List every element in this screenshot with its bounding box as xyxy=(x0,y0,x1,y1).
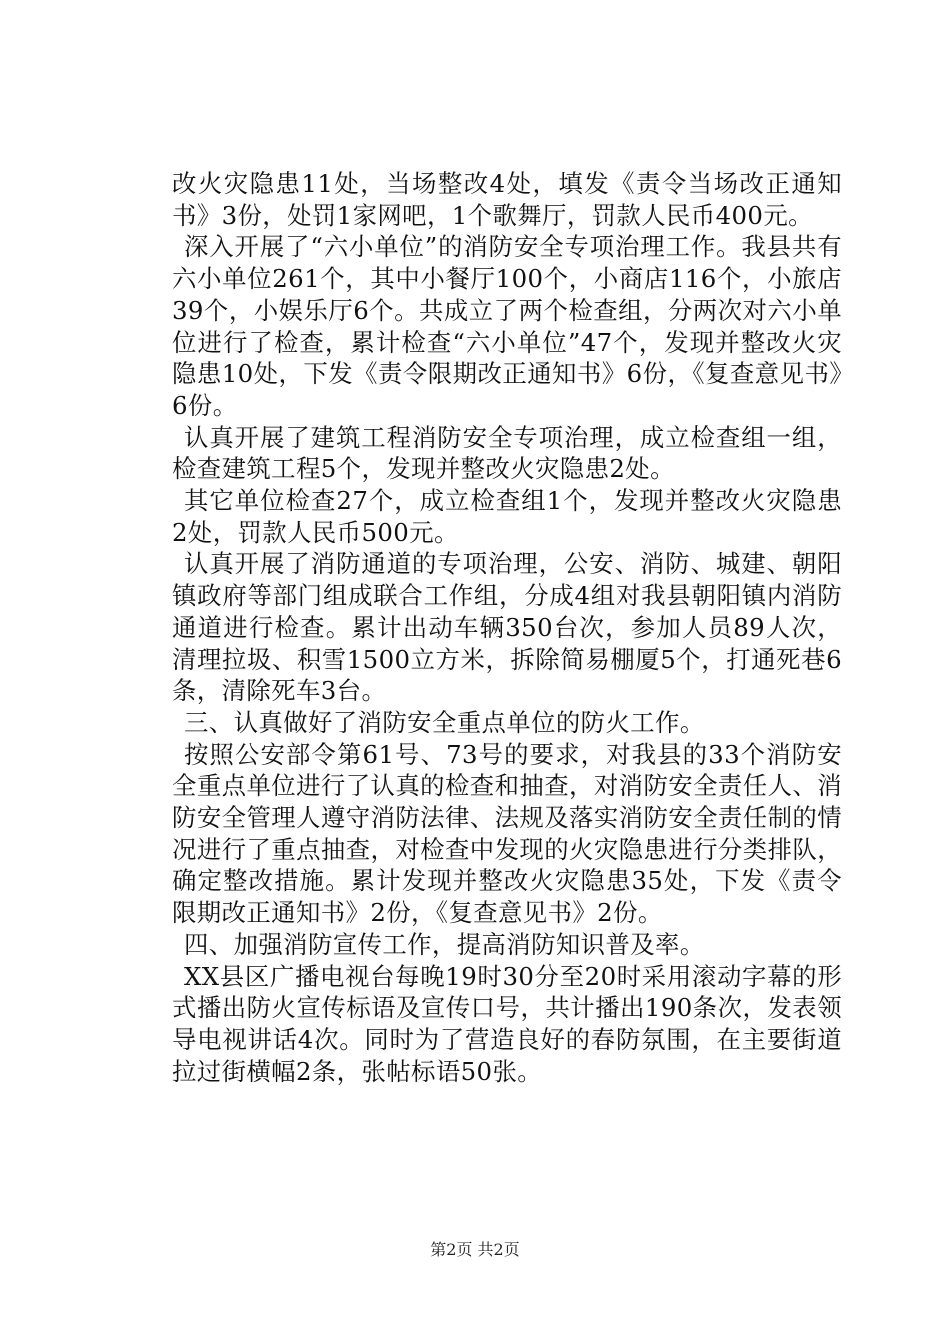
paragraph: 改火灾隐患11处，当场整改4处，填发《责令当场改正通知书》3份，处罚1家网吧，1个歌舞厅，罚款人民币400元。 xyxy=(172,169,842,230)
section-heading: 三、认真做好了消防安全重点单位的防火工作。 xyxy=(184,707,705,737)
page-number-footer: 第2页 共2页 xyxy=(430,1240,520,1259)
document-body xyxy=(172,168,842,1087)
paragraph: 按照公安部令第61号、73号的要求，对我县的33个消防安全重点单位进行了认真的检查和抽查，对消防安全责任人、消防安全管理人遵守消防法律、法规及落实消防安全责任制的情况进行了重点抽查，对检查中发现的火灾隐患进行分类排队，确定整改措施。累计发现并整改火灾隐患35处，下发《责令限期改正通知书》2份，《复查意见书》2份。 xyxy=(172,739,842,928)
paragraph: XX县区广播电视台每晚19时30分至20时采用滚动字幕的形式播出防火宣传标语及宣传口号，共计播出190条次，发表领导电视讲话4次。同时为了营造良好的春防氛围，在主要街道拉过街横幅2条，张帖标语50张。 xyxy=(172,961,842,1086)
paragraph: 认真开展了消防通道的专项治理，公安、消防、城建、朝阳镇政府等部门组成联合工作组，分成4组对我县朝阳镇内消防通道进行检查。累计出动车辆350台次，参加人员89人次，清理拉圾、积雪1500立方米，拆除简易棚厦5个，打通死巷6条，清除死车3台。 xyxy=(172,549,842,706)
section-heading: 四、加强消防宣传工作，提高消防知识普及率。 xyxy=(184,929,705,959)
paragraph: 认真开展了建筑工程消防安全专项治理，成立检查组一组，检查建筑工程5个，发现并整改火灾隐患2处。 xyxy=(172,422,842,484)
paragraph: 深入开展了“六小单位”的消防安全专项治理工作。我县共有六小单位261个，其中小餐厅100个，小商店116个，小旅店39个，小娱乐厅6个。共成立了两个检查组，分两次对六小单位进行了检查，累计检查“六小单位”47个，发现并整改火灾隐患10处，下发《责令限期改正通知书》6份，《复查意见书》6份。 xyxy=(172,232,842,420)
paragraph: 其它单位检查27个，成立检查组1个，发现并整改火灾隐患2处，罚款人民币500元。 xyxy=(172,486,842,547)
